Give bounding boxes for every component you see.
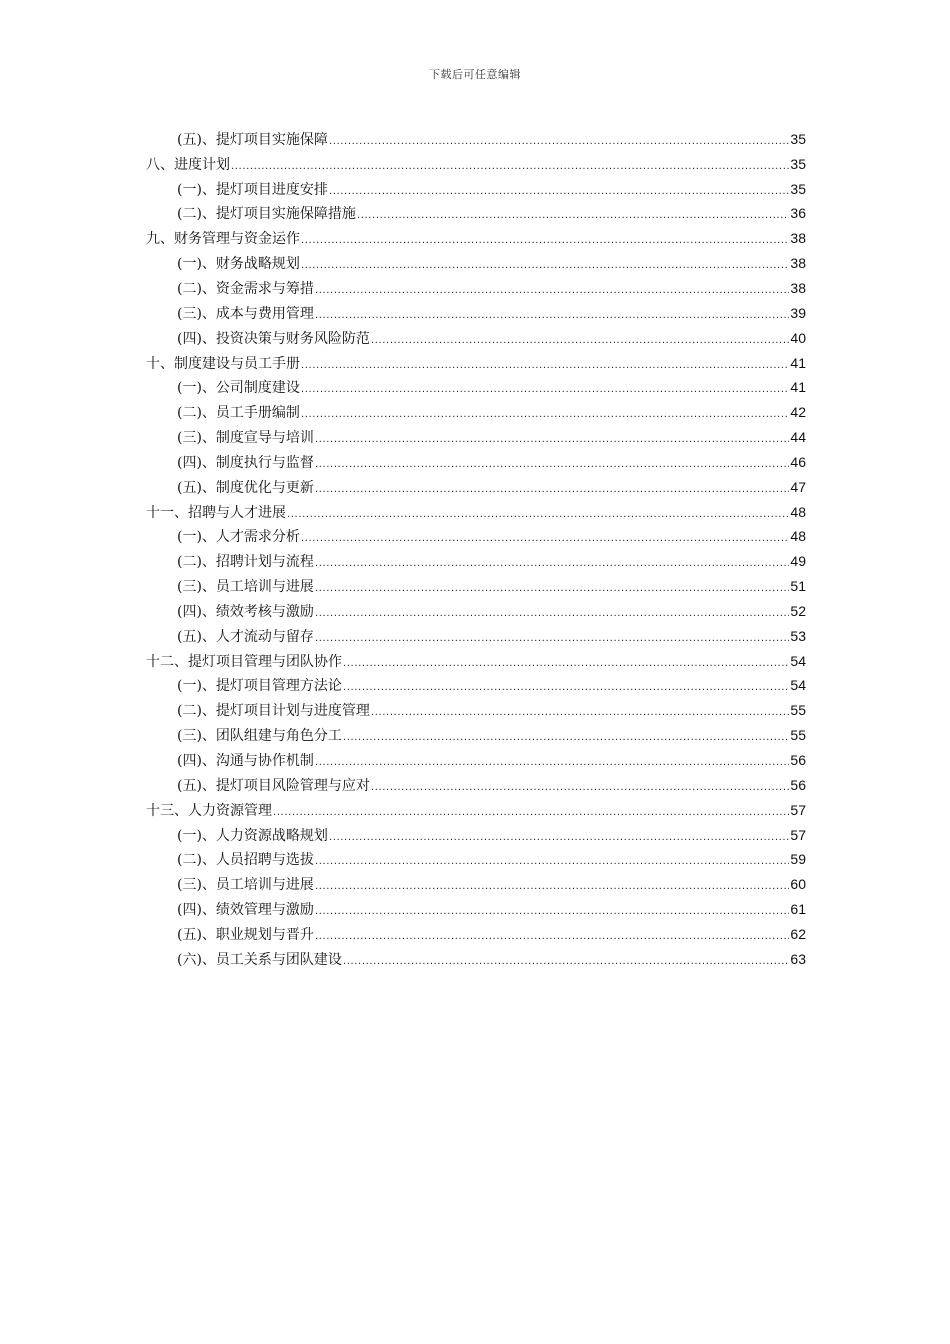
toc-entry-title: (一)、人才需求分析 (177, 529, 300, 546)
toc-entry-title: (二)、招聘计划与流程 (177, 554, 314, 571)
toc-entry-page-number: 49 (790, 553, 806, 570)
toc-dot-leader (301, 534, 789, 544)
toc-dot-leader (301, 410, 789, 420)
toc-entry[interactable] (0, 723, 950, 748)
toc-entry-page-number: 36 (790, 205, 806, 222)
toc-entry-line (177, 728, 806, 743)
toc-entry-title: (五)、提灯项目实施保障 (177, 131, 328, 148)
toc-entry-title: (五)、制度优化与更新 (177, 479, 314, 496)
toc-entry-title: (三)、员工培训与进展 (177, 579, 314, 596)
toc-entry-page-number: 61 (790, 901, 806, 918)
toc-dot-leader (371, 336, 789, 346)
toc-entry-line (146, 654, 806, 669)
toc-dot-leader (315, 634, 789, 644)
toc-entry[interactable] (0, 351, 950, 376)
toc-entry[interactable] (0, 276, 950, 301)
toc-entry-title: (六)、员工关系与团队建设 (177, 951, 342, 968)
toc-entry-page-number: 52 (790, 602, 806, 619)
toc-entry-page-number: 57 (790, 801, 806, 818)
toc-dot-leader (315, 435, 789, 445)
toc-entry[interactable] (0, 525, 950, 550)
toc-entry-title: (四)、制度执行与监督 (177, 454, 314, 471)
toc-entry-line (177, 331, 806, 346)
toc-entry-line (177, 380, 806, 395)
toc-entry-title: (三)、团队组建与角色分工 (177, 728, 342, 745)
toc-dot-leader (371, 708, 789, 718)
toc-entry[interactable] (0, 301, 950, 326)
toc-entry-title: (五)、提灯项目风险管理与应对 (177, 777, 370, 794)
toc-entry-line (177, 952, 806, 967)
toc-dot-leader (329, 187, 789, 197)
toc-entry-line (177, 927, 806, 942)
toc-entry-line (146, 356, 806, 371)
toc-entry-title: (二)、提灯项目实施保障措施 (177, 206, 356, 223)
toc-entry-line (177, 753, 806, 768)
toc-entry-page-number: 53 (790, 627, 806, 644)
toc-entry-title: (三)、制度宣导与培训 (177, 430, 314, 447)
toc-dot-leader (315, 584, 789, 594)
toc-entry-title: (一)、提灯项目进度安排 (177, 181, 328, 198)
toc-dot-leader (343, 683, 789, 693)
toc-entry[interactable] (0, 251, 950, 276)
toc-dot-leader (315, 286, 789, 296)
toc-entry-line (177, 629, 806, 644)
toc-entry-line (177, 206, 806, 221)
toc-entry-page-number: 35 (790, 180, 806, 197)
toc-dot-leader (315, 485, 789, 495)
toc-entry-line (146, 803, 806, 818)
toc-entry-line (177, 256, 806, 271)
toc-entry[interactable] (0, 624, 950, 649)
toc-entry-title: (一)、提灯项目管理方法论 (177, 678, 342, 695)
toc-entry-line (177, 678, 806, 693)
toc-entry-page-number: 46 (790, 453, 806, 470)
toc-entry-title: (二)、员工手册编制 (177, 405, 300, 422)
toc-entry-title: 九、财务管理与资金运作 (146, 231, 300, 248)
toc-entry-page-number: 38 (790, 230, 806, 247)
toc-entry-line (177, 529, 806, 544)
toc-dot-leader (315, 559, 789, 569)
toc-entry-title: (五)、人才流动与留存 (177, 628, 314, 645)
toc-entry[interactable] (0, 897, 950, 922)
toc-dot-leader (371, 783, 789, 793)
toc-entry-page-number: 47 (790, 478, 806, 495)
toc-entry-line (146, 505, 806, 520)
toc-entry-page-number: 54 (790, 677, 806, 694)
toc-entry[interactable] (0, 152, 950, 177)
toc-entry-page-number: 35 (790, 130, 806, 147)
toc-entry-title: (四)、投资决策与财务风险防范 (177, 330, 370, 347)
toc-entry-page-number: 54 (790, 652, 806, 669)
toc-dot-leader (315, 882, 789, 892)
toc-entry-title: 十一、招聘与人才进展 (146, 504, 286, 521)
toc-entry-line (146, 231, 806, 246)
toc-entry[interactable] (0, 947, 950, 972)
toc-entry-page-number: 63 (790, 950, 806, 967)
toc-entry[interactable] (0, 798, 950, 823)
table-of-contents (0, 127, 950, 972)
toc-entry[interactable] (0, 177, 950, 202)
toc-entry-page-number: 55 (790, 727, 806, 744)
toc-entry-page-number: 51 (790, 578, 806, 595)
toc-entry-title: 八、进度计划 (146, 156, 230, 173)
toc-entry[interactable] (0, 599, 950, 624)
toc-entry-title: (三)、员工培训与进展 (177, 877, 314, 894)
toc-entry[interactable] (0, 748, 950, 773)
toc-entry-line (177, 281, 806, 296)
toc-entry-title: (一)、公司制度建设 (177, 380, 300, 397)
toc-entry-page-number: 40 (790, 329, 806, 346)
toc-entry-page-number: 39 (790, 304, 806, 321)
toc-entry[interactable] (0, 773, 950, 798)
toc-entry-line (177, 405, 806, 420)
toc-entry-page-number: 42 (790, 404, 806, 421)
toc-entry-title: (五)、职业规划与晋升 (177, 926, 314, 943)
toc-dot-leader (301, 236, 789, 246)
toc-entry-line (177, 480, 806, 495)
toc-entry[interactable] (0, 500, 950, 525)
toc-entry-line (177, 430, 806, 445)
toc-entry[interactable] (0, 400, 950, 425)
toc-dot-leader (315, 857, 789, 867)
toc-entry[interactable] (0, 574, 950, 599)
toc-entry-title: (一)、财务战略规划 (177, 256, 300, 273)
toc-entry-title: (一)、人力资源战略规划 (177, 827, 328, 844)
toc-entry-page-number: 44 (790, 429, 806, 446)
toc-entry-title: (二)、提灯项目计划与进度管理 (177, 703, 370, 720)
toc-entry-title: 十、制度建设与员工手册 (146, 355, 300, 372)
toc-dot-leader (231, 162, 789, 172)
toc-entry[interactable] (0, 549, 950, 574)
toc-entry-line (177, 828, 806, 843)
toc-entry-title: (四)、沟通与协作机制 (177, 753, 314, 770)
toc-entry-page-number: 48 (790, 528, 806, 545)
toc-entry-page-number: 57 (790, 826, 806, 843)
toc-entry-page-number: 38 (790, 279, 806, 296)
toc-dot-leader (343, 733, 789, 743)
toc-dot-leader (301, 385, 789, 395)
toc-entry-page-number: 55 (790, 702, 806, 719)
toc-dot-leader (329, 833, 789, 843)
toc-entry-line (177, 455, 806, 470)
toc-dot-leader (329, 137, 789, 147)
toc-entry[interactable] (0, 450, 950, 475)
toc-entry-page-number: 56 (790, 776, 806, 793)
toc-entry-line (177, 877, 806, 892)
toc-entry-line (146, 157, 806, 172)
page-header: 下载后可任意编辑 (429, 68, 521, 81)
toc-entry-title: (二)、人员招聘与选拔 (177, 852, 314, 869)
toc-dot-leader (315, 758, 789, 768)
toc-entry-title: (四)、绩效管理与激励 (177, 902, 314, 919)
toc-entry-line (177, 579, 806, 594)
toc-entry[interactable] (0, 226, 950, 251)
toc-dot-leader (315, 907, 789, 917)
toc-entry[interactable] (0, 375, 950, 400)
toc-dot-leader (315, 932, 789, 942)
toc-entry-line (177, 852, 806, 867)
toc-entry[interactable] (0, 872, 950, 897)
toc-entry[interactable] (0, 475, 950, 500)
toc-dot-leader (315, 609, 789, 619)
toc-dot-leader (357, 211, 789, 221)
toc-dot-leader (301, 261, 789, 271)
toc-entry-page-number: 62 (790, 925, 806, 942)
toc-entry-page-number: 41 (790, 379, 806, 396)
toc-entry-page-number: 56 (790, 752, 806, 769)
toc-entry[interactable] (0, 326, 950, 351)
toc-entry[interactable] (0, 127, 950, 152)
toc-entry-line (177, 604, 806, 619)
toc-entry-line (177, 902, 806, 917)
toc-dot-leader (273, 808, 789, 818)
toc-entry-title: (四)、绩效考核与激励 (177, 603, 314, 620)
toc-entry-line (177, 554, 806, 569)
toc-dot-leader (301, 361, 789, 371)
toc-entry-title: (二)、资金需求与筹措 (177, 280, 314, 297)
toc-dot-leader (315, 311, 789, 321)
toc-entry-page-number: 41 (790, 354, 806, 371)
toc-entry-line (177, 778, 806, 793)
toc-entry-page-number: 59 (790, 851, 806, 868)
toc-entry-title: 十二、提灯项目管理与团队协作 (146, 653, 342, 670)
toc-entry-line (177, 306, 806, 321)
toc-entry-line (177, 132, 806, 147)
toc-entry-title: 十三、人力资源管理 (146, 802, 272, 819)
toc-entry-page-number: 60 (790, 876, 806, 893)
toc-entry[interactable] (0, 922, 950, 947)
toc-dot-leader (343, 659, 789, 669)
toc-entry[interactable] (0, 823, 950, 848)
toc-entry-line (177, 182, 806, 197)
toc-entry-line (177, 703, 806, 718)
toc-entry[interactable] (0, 649, 950, 674)
toc-entry-page-number: 38 (790, 255, 806, 272)
toc-dot-leader (315, 460, 789, 470)
toc-entry[interactable] (0, 674, 950, 699)
toc-entry-title: (三)、成本与费用管理 (177, 305, 314, 322)
toc-dot-leader (343, 957, 789, 967)
toc-entry[interactable] (0, 202, 950, 227)
toc-entry[interactable] (0, 847, 950, 872)
toc-dot-leader (287, 510, 789, 520)
toc-entry-page-number: 35 (790, 155, 806, 172)
toc-entry[interactable] (0, 698, 950, 723)
toc-entry[interactable] (0, 425, 950, 450)
toc-entry-page-number: 48 (790, 503, 806, 520)
